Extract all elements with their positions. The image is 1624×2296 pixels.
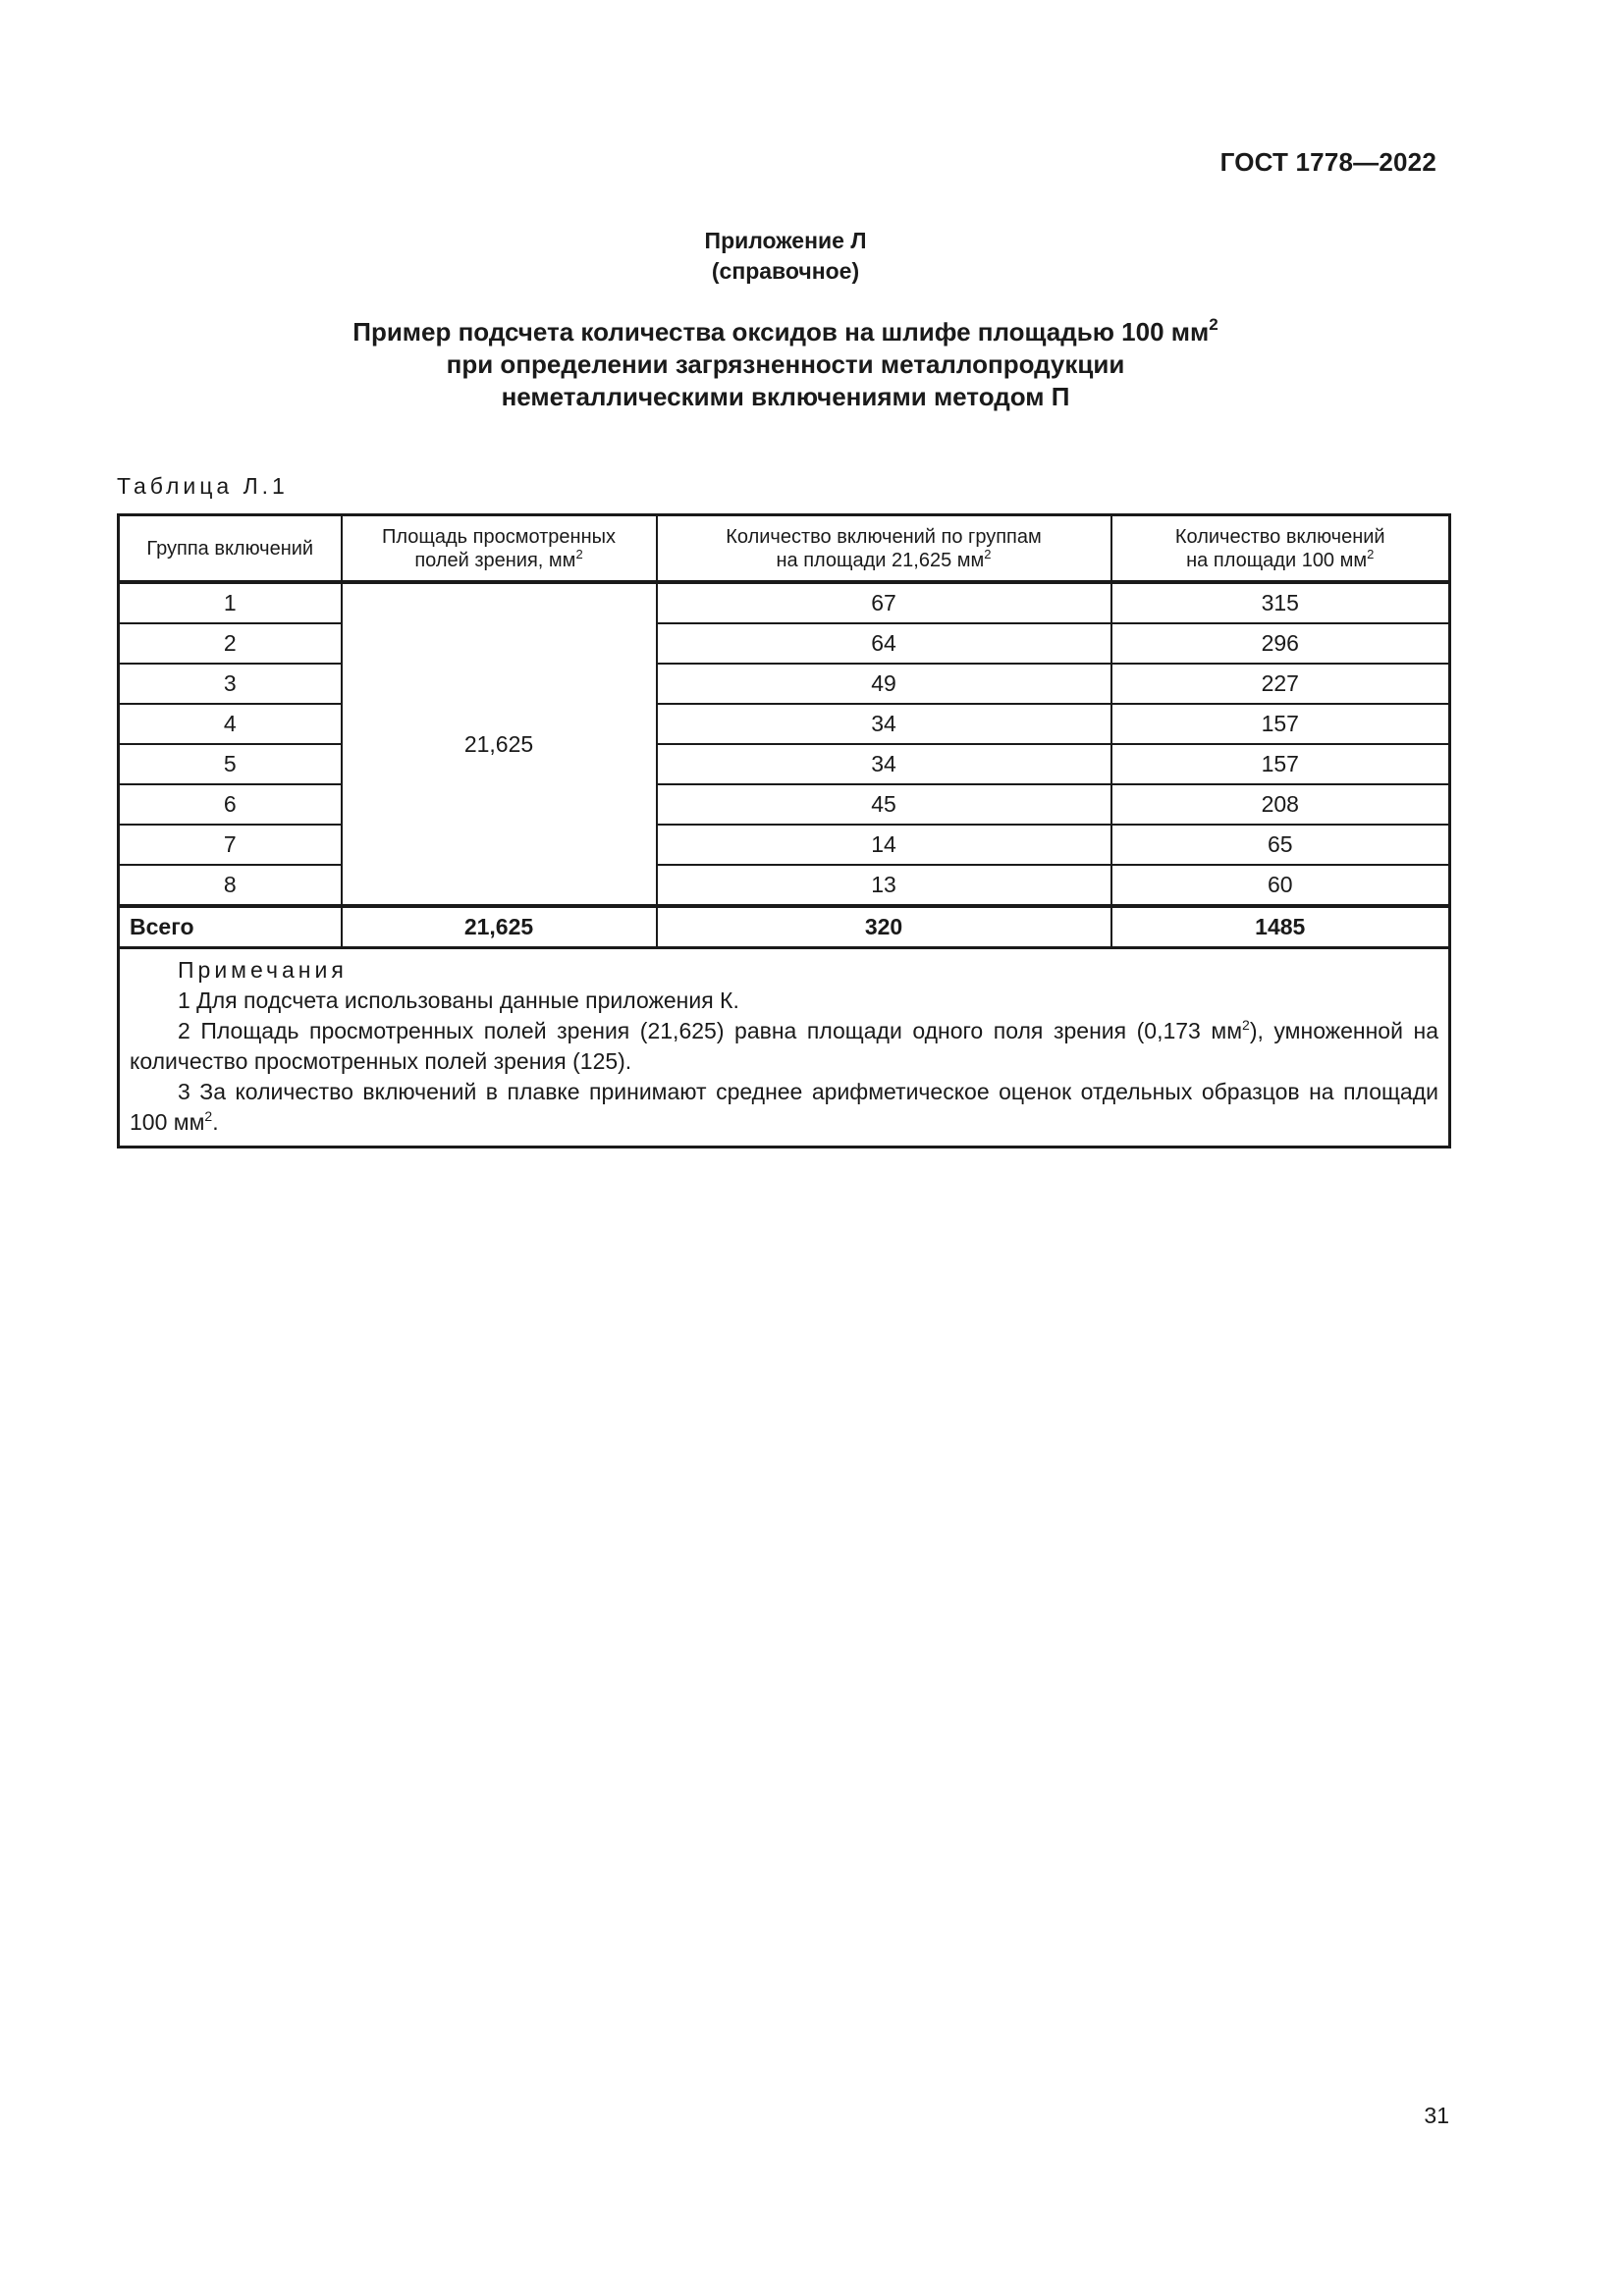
total-count-area: 320 bbox=[657, 906, 1111, 948]
total-label: Всего bbox=[119, 906, 342, 948]
group-cell: 1 bbox=[119, 582, 342, 623]
table-row bbox=[119, 704, 1450, 744]
notes-title: Примечания bbox=[178, 957, 348, 983]
count-100-cell: 65 bbox=[1111, 825, 1450, 865]
group-cell: 3 bbox=[119, 664, 342, 704]
group-cell: 2 bbox=[119, 623, 342, 664]
count-area-cell: 49 bbox=[657, 664, 1111, 704]
count-100-cell: 227 bbox=[1111, 664, 1450, 704]
group-cell: 8 bbox=[119, 865, 342, 906]
table-header-row bbox=[119, 515, 1450, 583]
page-number: 31 bbox=[1424, 2103, 1449, 2128]
appendix-heading bbox=[0, 226, 1571, 287]
count-area-cell: 64 bbox=[657, 623, 1111, 664]
notes-row bbox=[119, 948, 1450, 1148]
table-row bbox=[119, 865, 1450, 906]
count-area-cell: 13 bbox=[657, 865, 1111, 906]
data-table bbox=[117, 513, 1451, 1148]
note-1: 1 Для подсчета использованы данные приложения К. bbox=[178, 988, 739, 1013]
table-row bbox=[119, 825, 1450, 865]
header-count-area: Количество включений по группам на площади 21,625 $мм^2$ bbox=[657, 515, 1111, 583]
count-area-cell: 67 bbox=[657, 582, 1111, 623]
group-cell: 7 bbox=[119, 825, 342, 865]
main-title bbox=[0, 316, 1571, 413]
count-100-cell: 208 bbox=[1111, 784, 1450, 825]
table-row bbox=[119, 623, 1450, 664]
group-cell: 4 bbox=[119, 704, 342, 744]
main-title-line1: Пример подсчета количества оксидов на шлифе площадью 100 $мм^2$ bbox=[352, 315, 1218, 347]
group-cell: 5 bbox=[119, 744, 342, 784]
count-area-cell: 34 bbox=[657, 704, 1111, 744]
count-100-cell: 60 bbox=[1111, 865, 1450, 906]
count-100-cell: 296 bbox=[1111, 623, 1450, 664]
header-area: Площадь просмотренных полей зрения, $мм^2$ bbox=[342, 515, 657, 583]
table-row bbox=[119, 664, 1450, 704]
notes-cell bbox=[119, 948, 1450, 1148]
note-2: 2 Площадь просмотренных полей зрения (21,625) равна площади одного поля зрения (0,173 $мм^2$), умноженной на количество просмотренных полей зрения (125). bbox=[130, 1017, 1438, 1074]
document-code: ГОСТ 1778—2022 bbox=[1219, 147, 1436, 177]
note-3: 3 За количество включений в плавке принимают среднее арифметическое оценок отдельных образцов на площади 100 $мм^2$. bbox=[130, 1079, 1438, 1135]
count-100-cell: 157 bbox=[1111, 704, 1450, 744]
group-cell: 6 bbox=[119, 784, 342, 825]
header-count-100: Количество включений на площади 100 $мм^2$ bbox=[1111, 515, 1450, 583]
count-area-cell: 45 bbox=[657, 784, 1111, 825]
count-area-cell: 34 bbox=[657, 744, 1111, 784]
total-count-100: 1485 bbox=[1111, 906, 1450, 948]
table-row bbox=[119, 582, 1450, 623]
main-title-line3: неметаллическими включениями методом П bbox=[501, 382, 1070, 411]
total-row bbox=[119, 906, 1450, 948]
main-title-line2: при определении загрязненности металлопродукции bbox=[446, 349, 1125, 379]
count-100-cell: 157 bbox=[1111, 744, 1450, 784]
appendix-type: (справочное) bbox=[711, 258, 860, 284]
table-row bbox=[119, 784, 1450, 825]
appendix-title: Приложение Л bbox=[704, 228, 867, 253]
total-area: 21,625 bbox=[342, 906, 657, 948]
table-row bbox=[119, 744, 1450, 784]
count-100-cell: 315 bbox=[1111, 582, 1450, 623]
merged-area-cell: 21,625 bbox=[342, 582, 657, 906]
header-group: Группа включений bbox=[119, 515, 342, 583]
count-area-cell: 14 bbox=[657, 825, 1111, 865]
table-label: Таблица Л.1 bbox=[117, 473, 289, 499]
